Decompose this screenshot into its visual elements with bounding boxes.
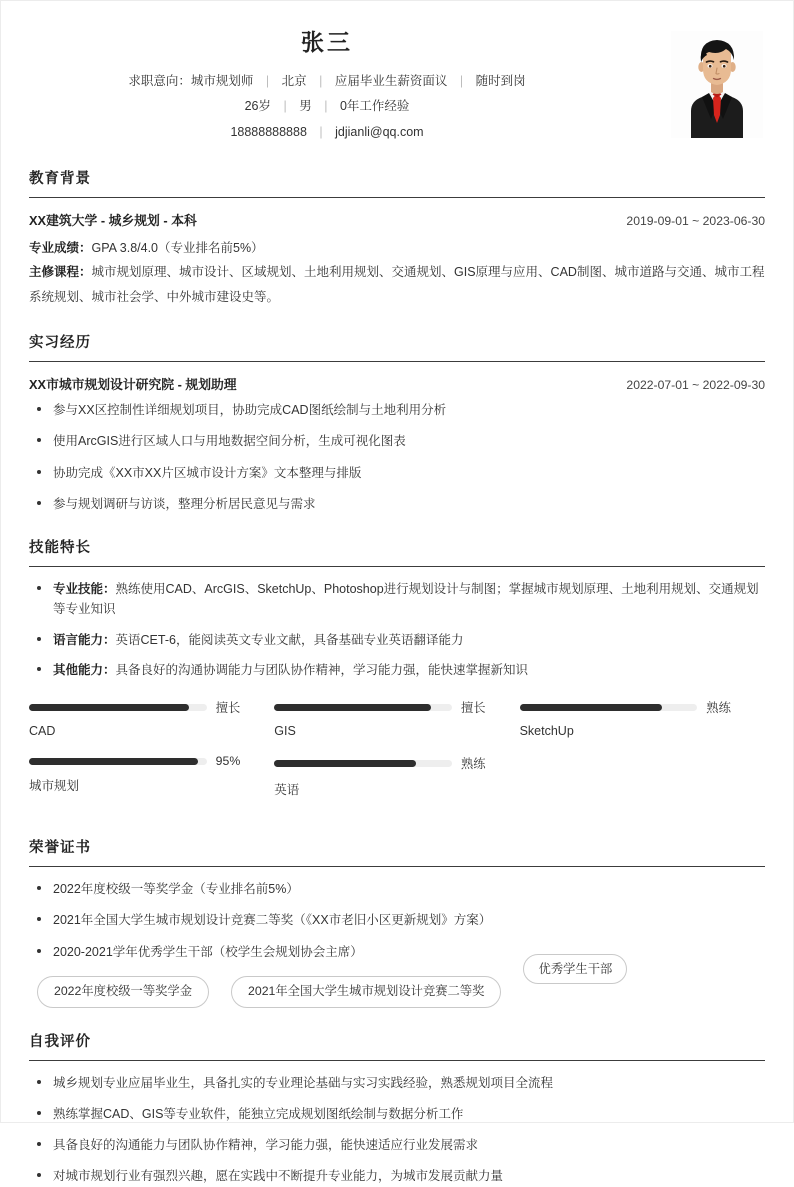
list-item: 参与XX区控制性详细规划项目，协助完成CAD图纸绘制与土地利用分析 [29,400,765,420]
header-meta-line-2 [29,97,625,116]
email-address: jdjianli@qq.com [335,124,424,139]
resume-content [1,1,793,1187]
list-item: 2022年度校级一等奖学金（专业排名前5%） [29,879,765,899]
gender: 男 [299,99,312,114]
list-item: 熟练掌握CAD、GIS等专业软件，能独立完成规划图纸绘制与数据分析工作 [29,1104,765,1124]
skill-bar-track [29,758,207,765]
skill-bar-item [29,754,274,798]
section-title-skills: 技能特长 [29,536,765,567]
list-item [29,630,765,650]
honor-tag[interactable]: 2022年度校级一等奖学金 [37,976,209,1008]
skill-text: 熟练使用CAD、ArcGIS、SketchUp、Photoshop进行规划设计与制图；掌握城市规划原理、土地利用规划、交通规划等专业知识 [53,582,759,617]
skill-bar-item [274,754,519,798]
separator-icon: | [319,74,323,89]
list-item: 2020-2021学年优秀学生干部（校学生会规划协会主席） [29,942,765,962]
job-intention: 求职意向：城市规划师 [128,74,254,89]
honor-tag[interactable]: 2021年全国大学生城市规划设计竞赛二等奖 [231,976,501,1008]
age: 26岁 [244,99,271,114]
honors-bullet-list [29,879,765,962]
skill-bar-name: GIS [274,724,296,739]
list-item [29,660,765,680]
skill-bar-level: 熟练 [706,701,731,716]
salary-expectation: 应届毕业生薪资面议 [334,74,448,89]
skill-bar-track [274,760,452,767]
separator-icon: | [459,74,464,89]
honors-tag-list [29,961,765,1008]
skill-bar-level: 擅长 [215,701,241,716]
skill-bar-name: 英语 [274,783,300,798]
education-entry [29,210,765,309]
availability: 随时到岗 [475,74,526,89]
skill-bar-level: 擅长 [460,701,486,716]
section-title-internship: 实习经历 [29,331,765,362]
skill-bar-row [29,754,240,768]
section-title-education: 教育背景 [29,167,765,198]
section-title-self-evaluation: 自我评价 [29,1030,765,1061]
skill-bar-level: 熟练 [460,757,486,772]
honor-tag[interactable]: 优秀学生干部 [523,954,627,984]
work-experience: 0年工作经验 [339,99,410,114]
skill-bar-name: 城市规划 [29,779,80,794]
skill-bar-name: SketchUp [519,724,574,739]
separator-icon: | [319,124,323,139]
skill-bar-name: CAD [29,724,56,739]
skill-bar-fill [274,704,430,711]
list-item: 城乡规划专业应届毕业生，具备扎实的专业理论基础与实习实践经验，熟悉规划项目全流程 [29,1073,765,1093]
skill-label: 语言能力： [53,632,116,647]
section-internship [29,331,765,514]
section-skills [29,536,765,814]
skill-bar-track [520,704,698,711]
skill-bar-track [274,704,452,711]
education-school: XX建筑大学 - 城乡规划 - 本科 [29,213,197,228]
header-meta-line-3 [29,123,625,142]
resume-header [29,27,765,145]
skill-bar-row [274,754,485,772]
separator-icon: | [265,74,270,89]
section-education [29,167,765,309]
skill-bar-item [274,698,519,738]
separator-icon: | [283,99,287,114]
skill-text: 具备良好的沟通协调能力与团队协作精神，学习能力强，能快速掌握新知识 [115,662,529,677]
phone-number: 18888888888 [230,124,307,139]
skill-label: 其他能力： [53,662,116,677]
skill-bar-item [520,698,765,738]
skill-bar-row [274,698,485,716]
skill-bar-fill [520,704,662,711]
skills-bullet-list [29,579,765,680]
internship-entry [29,374,765,514]
internship-date-range: 2022-07-01 ~ 2022-09-30 [626,378,765,393]
list-item [29,579,765,620]
list-item: 参与规划调研与访谈，整理分析居民意见与需求 [29,494,765,514]
skill-bar-level: 95% [215,754,241,769]
avatar [671,31,763,138]
skill-bar-grid [29,698,765,814]
list-item: 具备良好的沟通能力与团队协作精神，学习能力强，能快速适应行业发展需求 [29,1135,765,1155]
education-grade-label: 专业成绩： [29,241,92,255]
skill-bar-track [29,704,207,711]
self-evaluation-bullet-list [29,1073,765,1187]
job-location: 北京 [281,74,307,89]
list-item: 使用ArcGIS进行区域人口与用地数据空间分析，生成可视化图表 [29,431,765,451]
skill-bar-row [520,698,731,716]
education-courses-row [29,260,765,309]
skill-text: 英语CET-6，能阅读英文专业文献，具备基础专业英语翻译能力 [115,632,464,647]
skill-bar-row [29,698,240,716]
avatar-portrait-icon [671,31,763,138]
skill-bar-spacer [520,754,765,798]
education-grade-value: GPA 3.8/4.0（专业排名前5%） [91,241,264,255]
list-item: 协助完成《XX市XX片区城市设计方案》文本整理与排版 [29,463,765,483]
candidate-name: 张三 [301,29,353,55]
skill-bar-item [29,698,274,738]
header-meta-line-1 [29,72,625,91]
internship-company: XX市城市规划设计研究院 - 规划助理 [29,377,237,393]
education-entry-head [29,210,765,229]
education-courses-value: 城市规划原理、城市设计、区域规划、土地利用规划、交通规划、GIS原理与应用、CAD制图、城市道路与交通、城市工程系统规划、城市社会学、中外城市建设史等。 [29,265,765,304]
separator-icon: | [324,99,328,114]
section-title-honors: 荣誉证书 [29,836,765,867]
skill-bar-fill [29,704,189,711]
list-item: 2021年全国大学生城市规划设计竞赛二等奖（《XX市老旧小区更新规划》方案） [29,910,765,930]
skill-bar-fill [29,758,198,765]
education-courses-label: 主修课程： [29,265,92,280]
skill-bar-fill [274,760,416,767]
header-text-block [29,27,765,142]
list-item: 对城市规划行业有强烈兴趣，愿在实践中不断提升专业能力，为城市发展贡献力量 [29,1166,765,1186]
internship-bullet-list [29,400,765,514]
education-date-range: 2019-09-01 ~ 2023-06-30 [626,214,765,228]
education-grade-row [29,236,765,260]
internship-entry-head [29,374,765,393]
section-self-evaluation [29,1030,765,1187]
skill-label: 专业技能： [53,582,116,597]
section-honors [29,836,765,1008]
